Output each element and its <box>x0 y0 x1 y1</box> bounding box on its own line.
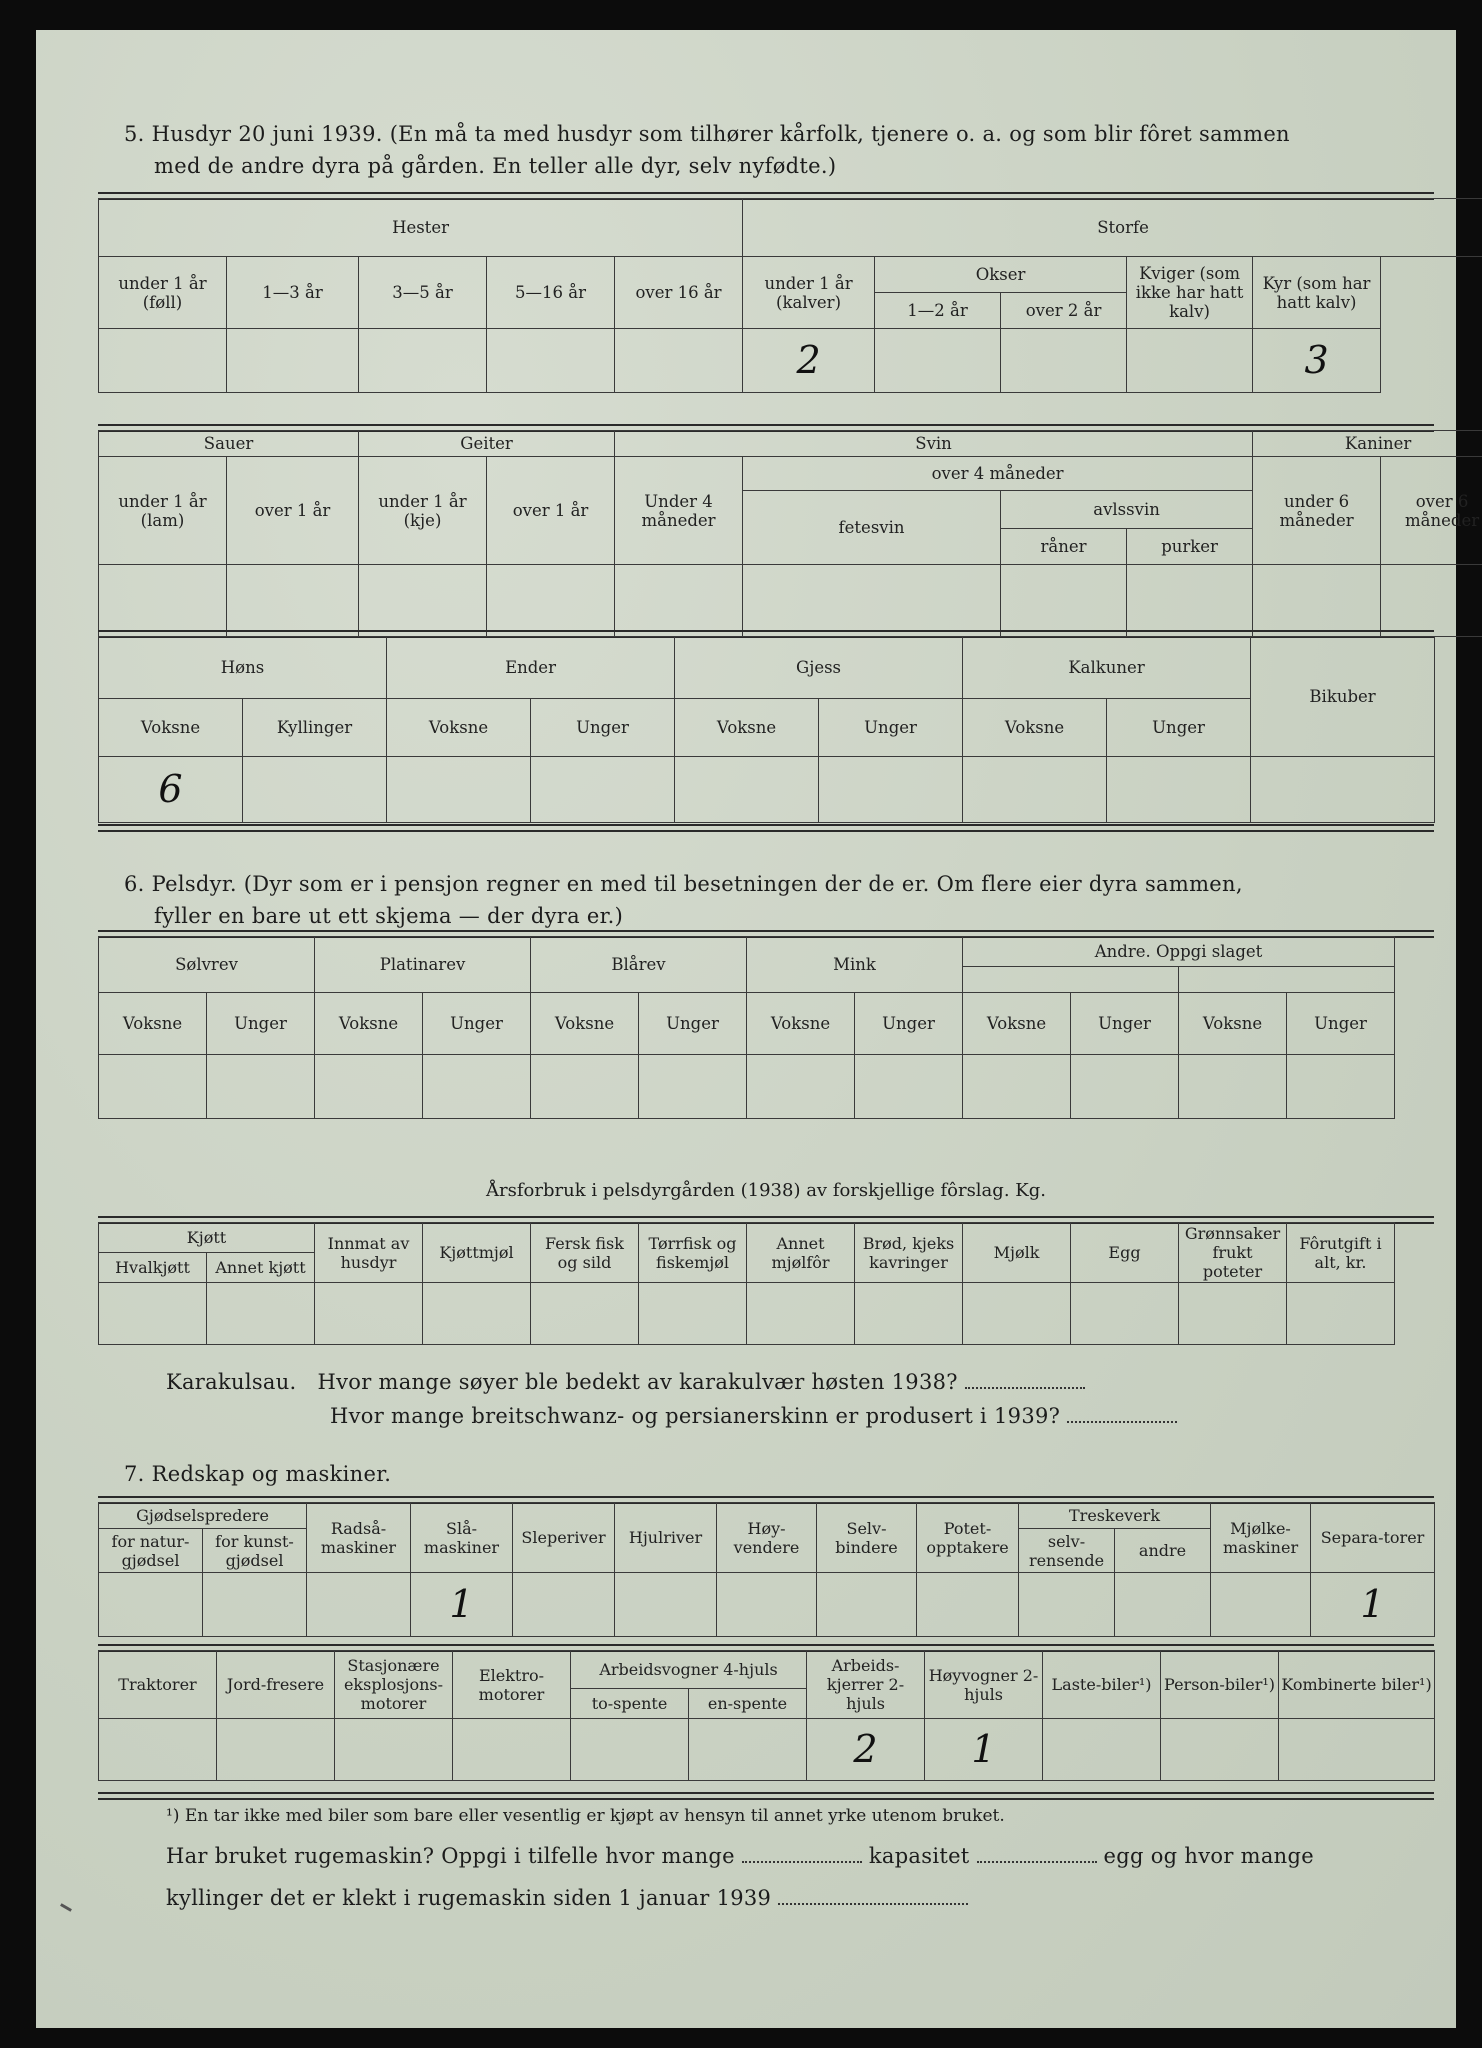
kalkuner-header: Kalkuner <box>963 637 1251 699</box>
col-elektromotorer: Elektro-motorer <box>453 1651 571 1719</box>
col-hvalkjott: Hvalkjøtt <box>99 1253 207 1283</box>
col-voksne: Voksne <box>315 993 423 1055</box>
col-unger: Unger <box>1071 993 1179 1055</box>
cell[interactable] <box>639 1055 747 1119</box>
col-kalver: under 1 år (kalver) <box>743 257 875 329</box>
solvrev-header: Sølvrev <box>99 937 315 993</box>
ender-header: Ender <box>387 637 675 699</box>
cell[interactable] <box>1071 1055 1179 1119</box>
cell[interactable] <box>1179 1055 1287 1119</box>
equipment-table-1 <box>98 1502 1435 1637</box>
rugemaskin-question-2 <box>166 1882 968 1914</box>
col-okser-1-2: 1—2 år <box>875 293 1001 329</box>
cell[interactable] <box>1253 565 1381 637</box>
ruge-antall-answer[interactable] <box>742 1857 862 1863</box>
cell[interactable] <box>315 1283 423 1345</box>
cell[interactable] <box>855 1055 963 1119</box>
equipment-table-2 <box>98 1650 1435 1781</box>
col-hons-voksne: Voksne <box>99 699 243 757</box>
col-kyllinger: Kyllinger <box>243 699 387 757</box>
col-lam: under 1 år (lam) <box>99 457 227 565</box>
cell[interactable] <box>99 1573 203 1637</box>
cell[interactable] <box>747 1283 855 1345</box>
mink-header: Mink <box>747 937 963 993</box>
cell[interactable] <box>203 1573 307 1637</box>
col-kalkuner-unger: Unger <box>1107 699 1251 757</box>
rugemaskin-question-1 <box>166 1840 1442 1872</box>
section-6-line-2: fyller en bare ut ett skjema — der dyra er.) <box>154 904 624 928</box>
cell[interactable] <box>359 565 487 637</box>
arbeidsvogner-header: Arbeidsvogner 4-hjuls <box>571 1651 807 1689</box>
col-jordfresere: Jord-fresere <box>217 1651 335 1719</box>
geiter-header: Geiter <box>359 431 615 457</box>
cell[interactable] <box>99 1283 207 1345</box>
over-4-maneder-header: over 4 måneder <box>743 457 1253 491</box>
cell[interactable] <box>747 1055 855 1119</box>
col-personbiler: Person-biler¹) <box>1161 1651 1279 1719</box>
livestock-horses-cattle-table <box>98 198 1482 393</box>
col-voksne: Voksne <box>531 993 639 1055</box>
cell[interactable] <box>335 1719 453 1781</box>
cell[interactable] <box>207 1055 315 1119</box>
cell[interactable] <box>531 757 675 823</box>
entry-arbeidskjerrer[interactable]: 2 <box>807 1719 925 1781</box>
andre-slot-1[interactable] <box>963 967 1179 993</box>
andre-header: Andre. Oppgi slaget <box>963 937 1395 967</box>
col-over16: over 16 år <box>615 257 743 329</box>
cell[interactable] <box>819 757 963 823</box>
section-5-heading <box>124 118 1434 182</box>
cell[interactable] <box>531 1055 639 1119</box>
section-5-line-2: med de andre dyra på gården. En teller alle dyr, selv nyfødte.) <box>154 154 837 178</box>
hons-header: Høns <box>99 637 387 699</box>
col-geit-over1: over 1 år <box>487 457 615 565</box>
cell[interactable] <box>99 329 227 393</box>
col-fersk-fisk: Fersk fisk og sild <box>531 1223 639 1283</box>
section-5-line-1: 5. Husdyr 20 juni 1939. (En må ta med husdyr som tilhører kårfolk, tjenere o. a. og som blir fôret sammen <box>124 122 1290 146</box>
col-mjolkemaskiner: Mjølke-maskiner <box>1211 1503 1311 1573</box>
poultry-table <box>98 636 1435 823</box>
col-1-3: 1—3 år <box>227 257 359 329</box>
cell[interactable] <box>1107 757 1251 823</box>
col-annet-mjolfor: Annet mjølfôr <box>747 1223 855 1283</box>
cell[interactable] <box>217 1719 335 1781</box>
entry-kyr[interactable]: 3 <box>1253 329 1381 393</box>
ruge-text-c: egg og hvor mange <box>1103 1844 1314 1868</box>
fodder-caption: Årsforbruk i pelsdyrgården (1938) av forskjellige fôrslag. Kg. <box>486 1180 1046 1201</box>
karakul-q1-answer[interactable] <box>965 1383 1085 1389</box>
col-hoyvogner: Høyvogner 2-hjuls <box>925 1651 1043 1719</box>
cell[interactable] <box>227 565 359 637</box>
margin-mark <box>60 1903 72 1912</box>
cell[interactable] <box>963 757 1107 823</box>
col-egg: Egg <box>1071 1223 1179 1283</box>
col-en-spente: en-spente <box>689 1689 807 1719</box>
col-brod: Brød, kjeks kavringer <box>855 1223 963 1283</box>
col-andre: andre <box>1115 1529 1211 1573</box>
gjodselspredere-header: Gjødselspredere <box>99 1503 307 1529</box>
ruge-kyllinger-answer[interactable] <box>778 1899 968 1905</box>
col-kviger: Kviger (som ikke har hatt kalv) <box>1127 257 1253 329</box>
col-gjess-unger: Unger <box>819 699 963 757</box>
col-kyr: Kyr (som har hatt kalv) <box>1253 257 1381 329</box>
col-kalkuner-voksne: Voksne <box>963 699 1107 757</box>
section-6-line-1: 6. Pelsdyr. (Dyr som er i pensjon regner en med til besetningen der de er. Om flere eier dyra sammen, <box>124 872 1243 896</box>
bikuber-header: Bikuber <box>1251 637 1435 757</box>
col-5-16: 5—16 år <box>487 257 615 329</box>
cell[interactable] <box>99 565 227 637</box>
storfe-header: Storfe <box>743 199 1482 257</box>
col-arbeidskjerrer: Arbeids-kjerrer 2-hjuls <box>807 1651 925 1719</box>
cell[interactable] <box>1127 565 1253 637</box>
section-6-heading <box>124 868 1444 932</box>
col-kunstgjodsel: for kunst-gjødsel <box>203 1529 307 1573</box>
karakulsau-question-2 <box>330 1400 1177 1432</box>
ruge-text-b: kapasitet <box>868 1844 970 1868</box>
col-kje: under 1 år (kje) <box>359 457 487 565</box>
cell[interactable] <box>963 1055 1071 1119</box>
cell[interactable] <box>817 1573 917 1637</box>
cell[interactable] <box>359 329 487 393</box>
cell[interactable] <box>639 1283 747 1345</box>
col-voksne: Voksne <box>1179 993 1287 1055</box>
col-mjolk: Mjølk <box>963 1223 1071 1283</box>
col-selvrensende: selv-rensende <box>1019 1529 1115 1573</box>
col-hjulriver: Hjulriver <box>615 1503 717 1573</box>
cell[interactable] <box>1001 565 1127 637</box>
col-to-spente: to-spente <box>571 1689 689 1719</box>
cell[interactable] <box>1115 1573 1211 1637</box>
cell[interactable] <box>1001 329 1127 393</box>
treskeverk-header: Treskeverk <box>1019 1503 1211 1529</box>
col-radsamaskiner: Radså-maskiner <box>307 1503 411 1573</box>
col-foll: under 1 år (føll) <box>99 257 227 329</box>
cell[interactable] <box>1127 329 1253 393</box>
cell[interactable] <box>1019 1573 1115 1637</box>
cell[interactable] <box>717 1573 817 1637</box>
cell[interactable] <box>571 1719 689 1781</box>
col-ender-unger: Unger <box>531 699 675 757</box>
blarev-header: Blårev <box>531 937 747 993</box>
cell[interactable] <box>875 329 1001 393</box>
cell[interactable] <box>917 1573 1019 1637</box>
cell[interactable] <box>243 757 387 823</box>
col-unger: Unger <box>855 993 963 1055</box>
cell[interactable] <box>531 1283 639 1345</box>
cell[interactable] <box>689 1719 807 1781</box>
cell[interactable] <box>315 1055 423 1119</box>
cell[interactable] <box>99 1719 217 1781</box>
col-forutgift: Fôrutgift i alt, kr. <box>1287 1223 1395 1283</box>
col-unger: Unger <box>207 993 315 1055</box>
cell[interactable] <box>227 329 359 393</box>
entry-hoyvogner[interactable]: 1 <box>925 1719 1043 1781</box>
ruge-text-d: kyllinger det er klekt i rugemaskin siden 1 januar 1939 <box>166 1886 772 1910</box>
cell[interactable] <box>423 1055 531 1119</box>
col-traktorer: Traktorer <box>99 1651 217 1719</box>
karakulsau-question-1 <box>166 1366 1085 1398</box>
col-kanin-over6: over 6 måneder <box>1381 457 1482 565</box>
cell[interactable] <box>487 565 615 637</box>
col-innmat: Innmat av husdyr <box>315 1223 423 1283</box>
col-raner: råner <box>1001 529 1127 565</box>
cell[interactable] <box>1071 1283 1179 1345</box>
avlssvin-header: avlssvin <box>1001 491 1253 529</box>
col-potetopptakere: Potet-opptakere <box>917 1503 1019 1573</box>
svin-header: Svin <box>615 431 1253 457</box>
karakul-q2-answer[interactable] <box>1067 1417 1177 1423</box>
col-separatorer: Separa-torer <box>1311 1503 1435 1573</box>
cell[interactable] <box>207 1283 315 1345</box>
col-gronnsaker: Grønnsaker frukt poteter <box>1179 1223 1287 1283</box>
col-fetesvin: fetesvin <box>743 491 1001 565</box>
livestock-sheep-goats-pigs-table <box>98 430 1482 637</box>
karakulsau-label: Karakulsau. <box>166 1370 297 1394</box>
col-voksne: Voksne <box>99 993 207 1055</box>
entry-hons-voksne[interactable]: 6 <box>99 757 243 823</box>
col-lastebiler: Laste-biler¹) <box>1043 1651 1161 1719</box>
entry-slamaskiner[interactable]: 1 <box>411 1573 513 1637</box>
karakul-q1-text: Hvor mange søyer ble bedekt av karakulvær høsten 1938? <box>317 1370 958 1394</box>
ruge-text-a: Har bruket rugemaskin? Oppgi i tilfelle hvor mange <box>166 1844 735 1868</box>
cell[interactable] <box>1287 1055 1395 1119</box>
form-page <box>36 30 1480 2028</box>
platinarev-header: Platinarev <box>315 937 531 993</box>
col-naturgjodsel: for natur-gjødsel <box>99 1529 203 1573</box>
footnote: ¹) En tar ikke med biler som bare eller vesentlig er kjøpt av hensyn til annet yrke utenom bruket. <box>166 1806 1005 1826</box>
cell[interactable] <box>675 757 819 823</box>
cell[interactable] <box>1043 1719 1161 1781</box>
col-kombinerte: Kombinerte biler¹) <box>1279 1651 1435 1719</box>
cell[interactable] <box>487 329 615 393</box>
cell[interactable] <box>453 1719 571 1781</box>
cell[interactable] <box>513 1573 615 1637</box>
section-7-heading: 7. Redskap og maskiner. <box>124 1462 392 1486</box>
col-3-5: 3—5 år <box>359 257 487 329</box>
col-slamaskiner: Slå-maskiner <box>411 1503 513 1573</box>
col-hoyvendere: Høy-vendere <box>717 1503 817 1573</box>
col-ender-voksne: Voksne <box>387 699 531 757</box>
cell[interactable] <box>1279 1719 1435 1781</box>
col-unger: Unger <box>1287 993 1395 1055</box>
cell[interactable] <box>1179 1283 1287 1345</box>
col-purker: purker <box>1127 529 1253 565</box>
col-annet-kjott: Annet kjøtt <box>207 1253 315 1283</box>
cell[interactable] <box>615 1573 717 1637</box>
col-stasjonaere: Stasjonære eksplosjons-motorer <box>335 1651 453 1719</box>
cell[interactable] <box>423 1283 531 1345</box>
col-gjess-voksne: Voksne <box>675 699 819 757</box>
cell[interactable] <box>615 565 743 637</box>
gjess-header: Gjess <box>675 637 963 699</box>
cell[interactable] <box>615 329 743 393</box>
cell[interactable] <box>1287 1283 1395 1345</box>
sauer-header: Sauer <box>99 431 359 457</box>
entry-separatorer[interactable]: 1 <box>1311 1573 1435 1637</box>
col-unger: Unger <box>639 993 747 1055</box>
col-voksne: Voksne <box>963 993 1071 1055</box>
cell[interactable] <box>855 1283 963 1345</box>
col-unger: Unger <box>423 993 531 1055</box>
cell[interactable] <box>743 565 1001 637</box>
col-kjottmjol: Kjøttmjøl <box>423 1223 531 1283</box>
kjott-header: Kjøtt <box>99 1223 315 1253</box>
andre-slot-2[interactable] <box>1179 967 1395 993</box>
col-kanin-under6: under 6 måneder <box>1253 457 1381 565</box>
cell[interactable] <box>1211 1573 1311 1637</box>
karakul-q2-text: Hvor mange breitschwanz- og persianerskinn er produsert i 1939? <box>330 1404 1061 1428</box>
col-sleperiver: Sleperiver <box>513 1503 615 1573</box>
fur-animals-table <box>98 936 1482 1119</box>
kaniner-header: Kaniner <box>1253 431 1482 457</box>
col-selvbindere: Selv-bindere <box>817 1503 917 1573</box>
okser-header: Okser <box>875 257 1127 293</box>
cell[interactable] <box>99 1055 207 1119</box>
cell[interactable] <box>1381 565 1482 637</box>
cell[interactable] <box>387 757 531 823</box>
fodder-table <box>98 1222 1482 1345</box>
hester-header: Hester <box>99 199 743 257</box>
cell[interactable] <box>1161 1719 1279 1781</box>
cell[interactable] <box>307 1573 411 1637</box>
col-torrfisk: Tørrfisk og fiskemjøl <box>639 1223 747 1283</box>
entry-kalver[interactable]: 2 <box>743 329 875 393</box>
cell[interactable] <box>1251 757 1435 823</box>
ruge-kapasitet-answer[interactable] <box>977 1857 1097 1863</box>
cell[interactable] <box>963 1283 1071 1345</box>
col-sau-over1: over 1 år <box>227 457 359 565</box>
col-okser-over2: over 2 år <box>1001 293 1127 329</box>
col-svin-under4: Under 4 måneder <box>615 457 743 565</box>
col-voksne: Voksne <box>747 993 855 1055</box>
